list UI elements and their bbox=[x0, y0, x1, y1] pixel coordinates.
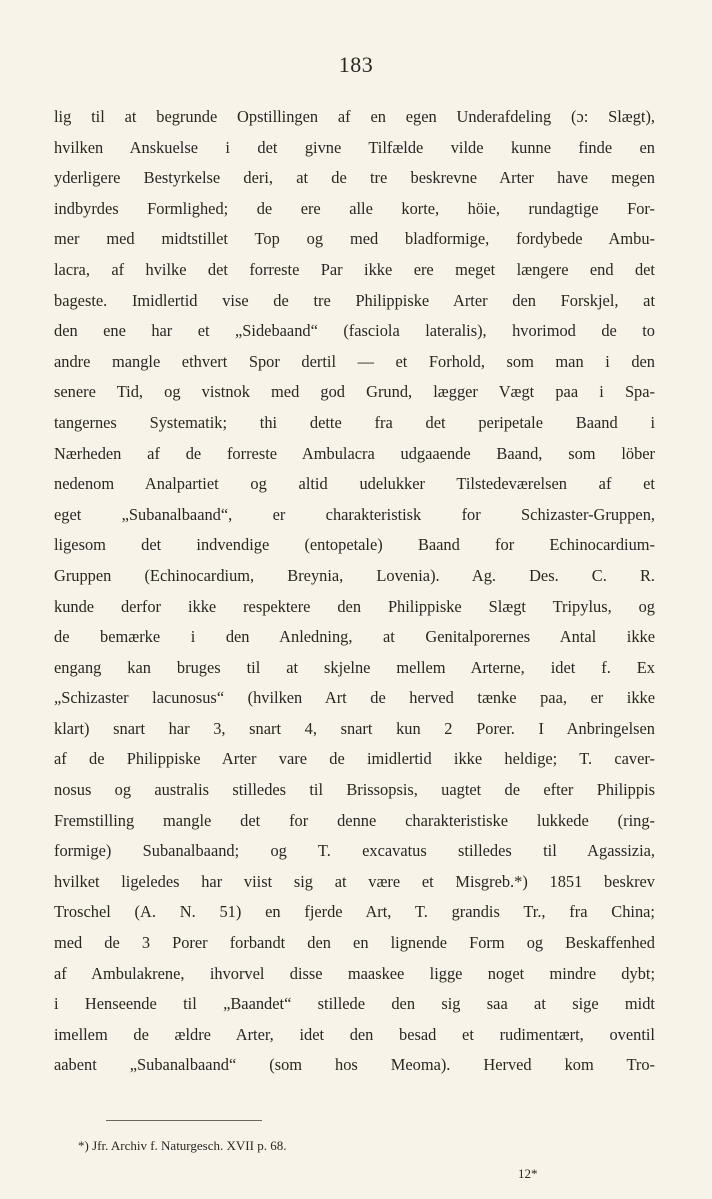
text-line: nosus og australis stilledes til Brissopsis, uagtet de efter Philippis bbox=[54, 780, 655, 800]
text-line: af Ambulakrene, ihvorvel disse maaskee ligge noget mindre dybt; bbox=[54, 963, 655, 983]
text-line: yderligere Bestyrkelse deri, at de tre beskrevne Arter have megen bbox=[54, 168, 655, 188]
signature-mark: 12* bbox=[518, 1166, 538, 1181]
text-line: de bemærke i den Anledning, at Genitalporernes Antal ikke bbox=[54, 627, 655, 647]
text-line: Nærheden af de forreste Ambulacra udgaaende Baand, som löber bbox=[54, 443, 655, 463]
text-line: indbyrdes Formlighed; de ere alle korte, höie, rundagtige For- bbox=[54, 198, 655, 218]
text-line: andre mangle ethvert Spor dertil — et Forhold, som man i den bbox=[54, 351, 655, 371]
body-text bbox=[54, 102, 655, 1081]
page-number: 183 bbox=[338, 52, 374, 77]
text-line: klart) snart har 3, snart 4, snart kun 2 Porer. I Anbringelsen bbox=[54, 718, 655, 738]
text-line: den ene har et „Sidebaand“ (fasciola lateralis), hvorimod de to bbox=[54, 321, 655, 341]
text-line: formige) Subanalbaand; og T. excavatus stilledes til Agassizia, bbox=[54, 841, 655, 861]
text-line: kunde derfor ikke respektere den Philippiske Slægt Tripylus, og bbox=[54, 596, 655, 616]
text-line: ligesom det indvendige (entopetale) Baand for Echinocardium- bbox=[54, 535, 655, 555]
text-line: lacra, af hvilke det forreste Par ikke ere meget længere end det bbox=[54, 259, 655, 279]
text-line: eget „Subanalbaand“, er charakteristisk for Schizaster-Gruppen, bbox=[54, 504, 655, 524]
text-line: tangernes Systematik; thi dette fra det peripetale Baand i bbox=[54, 412, 655, 432]
text-line: nedenom Analpartiet og altid udelukker Tilstedeværelsen af et bbox=[54, 474, 655, 494]
text-line: senere Tid, og vistnok med god Grund, lægger Vægt paa i Spa- bbox=[54, 382, 655, 402]
text-line: engang kan bruges til at skjelne mellem Arterne, idet f. Ex bbox=[54, 657, 655, 677]
text-line: imellem de ældre Arter, idet den besad et rudimentært, oventil bbox=[54, 1024, 655, 1044]
text-line: med de 3 Porer forbandt den en lignende Form og Beskaffenhed bbox=[54, 933, 655, 953]
text-line: mer med midtstillet Top og med bladformige, fordybede Ambu- bbox=[54, 229, 655, 249]
footnote-rule bbox=[106, 1120, 262, 1121]
text-line: aabent „Subanalbaand“ (som hos Meoma). Herved kom Tro- bbox=[54, 1055, 655, 1075]
text-line: lig til at begrunde Opstillingen af en egen Underafdeling (ɔ: Slægt), bbox=[54, 107, 655, 126]
text-line: bageste. Imidlertid vise de tre Philippiske Arter den Forskjel, at bbox=[54, 290, 655, 310]
text-line: af de Philippiske Arter vare de imidlertid ikke heldige; T. caver- bbox=[54, 749, 655, 769]
text-line: Gruppen (Echinocardium, Breynia, Lovenia). Ag. Des. C. R. bbox=[54, 565, 655, 585]
text-line: Fremstilling mangle det for denne charakteristiske lukkede (ring- bbox=[54, 810, 655, 830]
text-line: „Schizaster lacunosus“ (hvilken Art de herved tænke paa, er ikke bbox=[54, 688, 655, 708]
text-line: Troschel (A. N. 51) en fjerde Art, T. grandis Tr., fra China; bbox=[54, 902, 655, 922]
text-line: i Henseende til „Baandet“ stillede den sig saa at sige midt bbox=[54, 994, 655, 1014]
text-line: hvilket ligeledes har viist sig at være et Misgreb.*) 1851 beskrev bbox=[54, 871, 655, 891]
text-line: hvilken Anskuelse i det givne Tilfælde vilde kunne finde en bbox=[54, 137, 655, 157]
footnote: *) Jfr. Archiv f. Naturgesch. XVII p. 68. bbox=[78, 1138, 287, 1153]
